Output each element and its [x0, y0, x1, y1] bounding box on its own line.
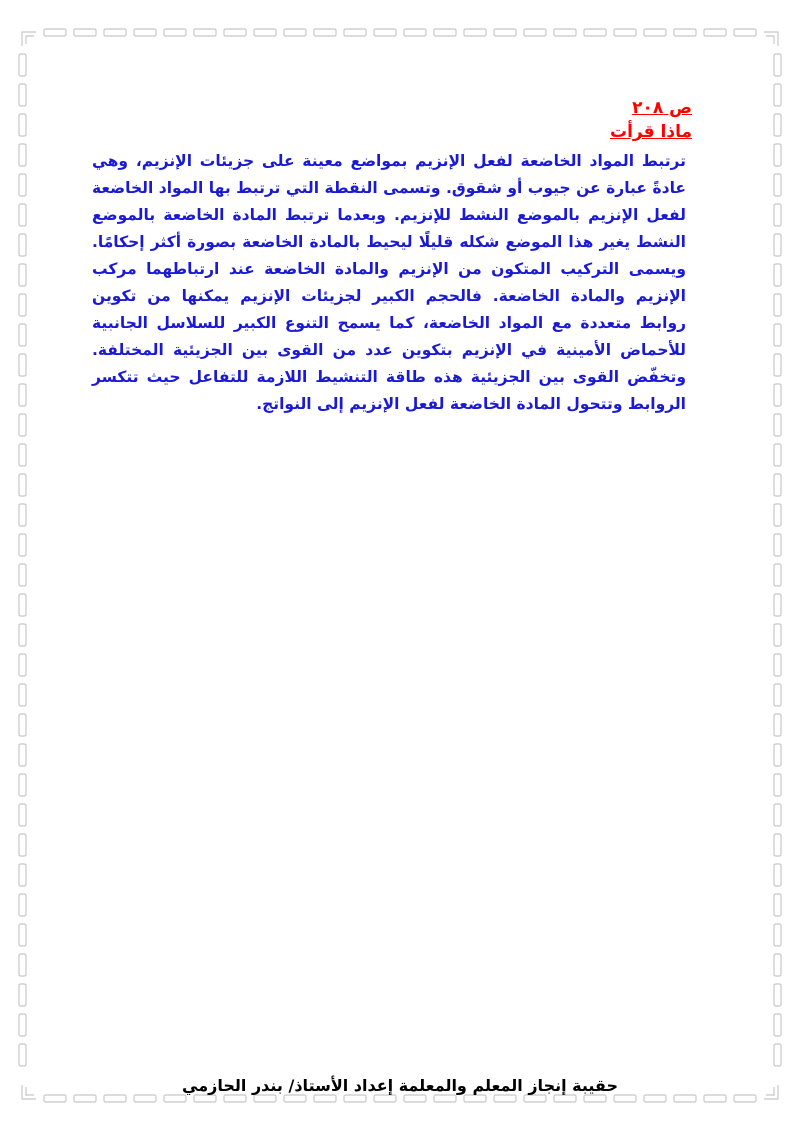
border-segment	[19, 864, 26, 886]
border-segment	[19, 354, 26, 376]
section-title: ماذا قرأت	[610, 122, 692, 142]
border-segment	[774, 294, 781, 316]
border-segment	[19, 714, 26, 736]
border-segment	[19, 174, 26, 196]
document-content	[92, 96, 692, 418]
border-segment	[19, 144, 26, 166]
border-segment	[284, 29, 306, 36]
border-segment	[19, 774, 26, 796]
border-segment	[19, 204, 26, 226]
border-segment	[774, 834, 781, 856]
border-segment	[19, 744, 26, 766]
border-segment	[774, 714, 781, 736]
border-segment	[774, 1014, 781, 1036]
border-segment	[734, 29, 756, 36]
border-segment	[774, 234, 781, 256]
border-segment	[44, 29, 66, 36]
border-segment	[19, 894, 26, 916]
border-segment	[774, 504, 781, 526]
border-segment	[554, 29, 576, 36]
border-segment	[524, 29, 546, 36]
border-segment	[19, 114, 26, 136]
border-segment	[19, 54, 26, 76]
page-reference: ص ٢٠٨	[632, 98, 692, 118]
border-segment	[314, 29, 336, 36]
border-segment	[19, 414, 26, 436]
border-segment	[19, 84, 26, 106]
page-footer: حقيبة إنجاز المعلم والمعلمة إعداد الأستاذ/ بندر الحازمي	[182, 1076, 618, 1095]
border-segment	[224, 29, 246, 36]
border-segment	[774, 204, 781, 226]
border-segment	[464, 29, 486, 36]
border-segment	[19, 234, 26, 256]
border-segment	[614, 29, 636, 36]
border-segment	[774, 624, 781, 646]
border-segment	[774, 804, 781, 826]
border-segment	[404, 29, 426, 36]
border-segment	[19, 294, 26, 316]
border-segment	[19, 1044, 26, 1066]
border-segment	[19, 324, 26, 346]
border-segment	[644, 29, 666, 36]
border-segment	[19, 504, 26, 526]
border-segment	[19, 1014, 26, 1036]
border-segment	[104, 29, 126, 36]
border-segment	[774, 684, 781, 706]
border-segment	[19, 954, 26, 976]
border-segment	[19, 804, 26, 826]
border-segment	[134, 29, 156, 36]
border-segment	[74, 29, 96, 36]
border-segment	[164, 29, 186, 36]
border-segment	[774, 354, 781, 376]
border-segment	[19, 534, 26, 556]
border-segment	[774, 954, 781, 976]
border-segment	[774, 114, 781, 136]
border-segment	[19, 564, 26, 586]
border-segment	[674, 29, 696, 36]
border-segment	[19, 924, 26, 946]
border-segment	[584, 29, 606, 36]
border-segment	[774, 474, 781, 496]
border-segment	[774, 984, 781, 1006]
border-segment	[194, 29, 216, 36]
border-segment	[774, 864, 781, 886]
border-segment	[774, 594, 781, 616]
border-segment	[19, 984, 26, 1006]
border-segment	[774, 54, 781, 76]
border-segment	[774, 174, 781, 196]
border-segment	[774, 744, 781, 766]
body-paragraph: ترتبط المواد الخاضعة لفعل الإنزيم بمواضع معينة على جزيئات الإنزيم، وهي عادةً عبارة عن جيوب أو شقوق. وتسمى النقطة التي ترتبط بها المواد الخاضعة لفعل الإنزيم بالموضع النشط للإنزيم. وبعدما ترتبط المادة الخاضعة بالموضع النشط يغير هذا الموضع شكله قليلًا ليحيط بالمادة الخاضعة بصورة أكثر إحكامًا. ويسمى التركيب المتكون من الإنزيم والمادة الخاضعة عند ارتباطهما مركب الإنزيم والمادة الخاضعة. فالحجم الكبير لجزيئات الإنزيم يمكنها من تكوين روابط متعددة مع المواد الخاضعة، كما يسمح التنوع الكبير للسلاسل الجانبية للأحماض الأمينية في الإنزيم بتكوين عدد من القوى بين الجزيئية المختلفة. وتخفّض القوى بين الجزيئية هذه طاقة التنشيط اللازمة للتفاعل حيث تتكسر الروابط وتتحول المادة الخاضعة لفعل الإنزيم إلى النواتج.	[92, 152, 686, 413]
border-segment	[774, 414, 781, 436]
border-segment	[19, 834, 26, 856]
border-segment	[774, 1044, 781, 1066]
border-segment	[19, 264, 26, 286]
border-segment	[774, 84, 781, 106]
border-segment	[774, 384, 781, 406]
border-segment	[774, 894, 781, 916]
border-segment	[19, 684, 26, 706]
border-segment	[19, 444, 26, 466]
border-segment	[19, 594, 26, 616]
border-segment	[254, 29, 276, 36]
border-segment	[774, 324, 781, 346]
border-segment	[19, 624, 26, 646]
border-segment	[19, 384, 26, 406]
border-segment	[494, 29, 516, 36]
border-segment	[774, 144, 781, 166]
border-segment	[774, 774, 781, 796]
border-segment	[774, 654, 781, 676]
border-segment	[774, 564, 781, 586]
border-segment	[774, 444, 781, 466]
border-segment	[774, 924, 781, 946]
border-segment	[19, 474, 26, 496]
border-segment	[704, 29, 726, 36]
border-segment	[344, 29, 366, 36]
border-segment	[774, 534, 781, 556]
border-segment	[774, 264, 781, 286]
border-segment	[434, 29, 456, 36]
border-segment	[374, 29, 396, 36]
border-segment	[19, 654, 26, 676]
